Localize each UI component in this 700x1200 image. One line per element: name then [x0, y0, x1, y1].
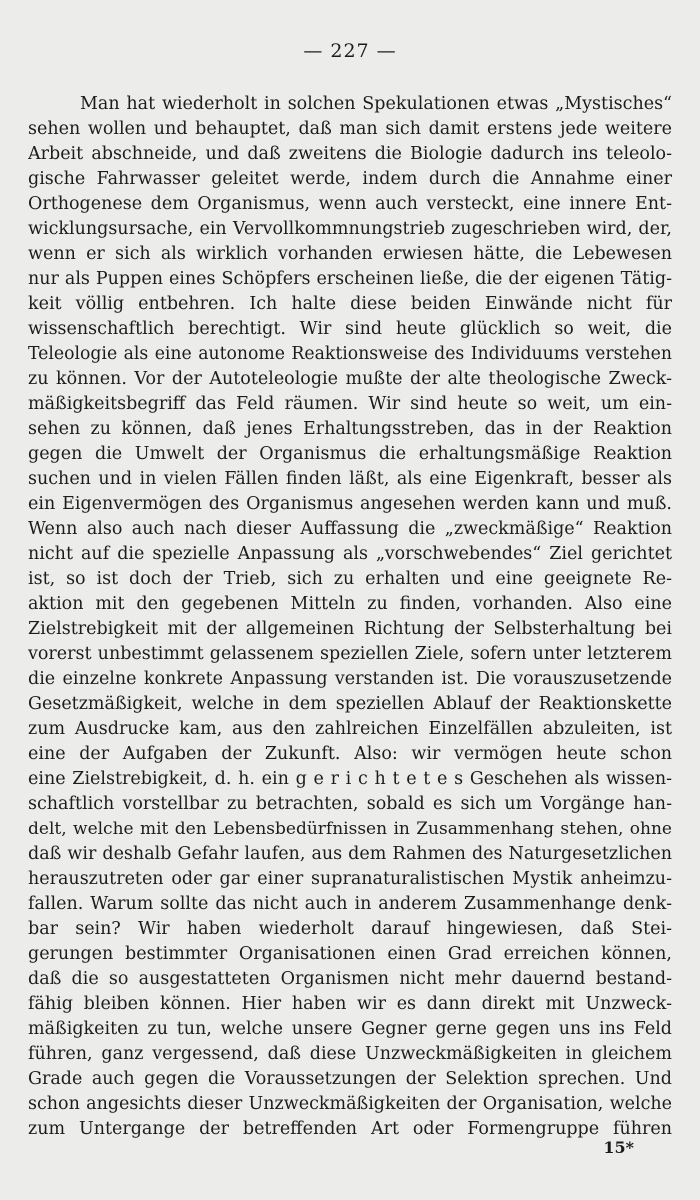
text-line: wicklungsursache, ein Vervollkommnungstrieb zugeschrieben wird, der, — [28, 219, 672, 239]
body-text — [28, 92, 672, 1142]
text-line: die einzelne konkrete Anpassung verstanden ist. Die vorauszusetzende — [28, 669, 672, 689]
text-line: führen, ganz vergessend, daß diese Unzweckmäßigkeiten in gleichem — [28, 1044, 672, 1064]
text-line: wenn er sich als wirklich vorhanden erwiesen hätte, die Lebewesen — [28, 244, 672, 264]
text-line: zum Ausdrucke kam, aus den zahlreichen Einzelfällen abzuleiten, ist — [28, 719, 672, 739]
text-line: sehen zu können, daß jenes Erhaltungsstreben, das in der Reaktion — [28, 419, 672, 439]
text-line: aktion mit den gegebenen Mitteln zu finden, vorhanden. Also eine — [28, 594, 672, 614]
text-line: ein Eigenvermögen des Organismus angesehen werden kann und muß. — [28, 494, 672, 514]
page-number: — 227 — — [303, 40, 397, 62]
text-line: zu können. Vor der Autoteleologie mußte der alte theologische Zweck- — [28, 369, 672, 389]
text-line: bar sein? Wir haben wiederholt darauf hingewiesen, daß Stei- — [28, 919, 672, 939]
text-line: keit völlig entbehren. Ich halte diese beiden Einwände nicht für — [28, 294, 672, 314]
text-line: schon angesichts dieser Unzweckmäßigkeiten der Organisation, welche — [28, 1094, 672, 1114]
text-line: nicht auf die spezielle Anpassung als „vorschwebendes“ Ziel gerichtet — [28, 544, 672, 564]
text-line: wissenschaftlich berechtigt. Wir sind heute glücklich so weit, die — [28, 319, 672, 339]
text-line: Zielstrebigkeit mit der allgemeinen Richtung der Selbsterhaltung bei — [28, 619, 672, 639]
text-line: ist, so ist doch der Trieb, sich zu erhalten und eine geeignete Re- — [28, 569, 672, 589]
text-line: Orthogenese dem Organismus, wenn auch versteckt, eine innere Ent- — [28, 194, 672, 214]
text-line: Gesetzmäßigkeit, welche in dem speziellen Ablauf der Reaktionskette — [28, 694, 672, 714]
text-line: suchen und in vielen Fällen finden läßt, als eine Eigenkraft, besser als — [28, 469, 672, 489]
text-line: fähig bleiben können. Hier haben wir es dann direkt mit Unzweck- — [28, 994, 672, 1014]
text-line: eine Zielstrebigkeit, d. h. ein g e r i c h t e t e s Geschehen als wissen- — [28, 769, 672, 789]
text-line: Man hat wiederholt in solchen Spekulationen etwas „Mystisches“ — [80, 94, 672, 114]
text-line: mäßigkeitsbegriff das Feld räumen. Wir sind heute so weit, um ein- — [28, 394, 672, 414]
text-line: nur als Puppen eines Schöpfers erscheinen ließe, die der eigenen Tätig- — [28, 269, 672, 289]
text-line: mäßigkeiten zu tun, welche unsere Gegner gerne gegen uns ins Feld — [28, 1019, 672, 1039]
text-line: delt, welche mit den Lebensbedürfnissen in Zusammenhang stehen, ohne — [28, 819, 672, 839]
text-line: Teleologie als eine autonome Reaktionsweise des Individuums verstehen — [28, 344, 672, 364]
text-line: sehen wollen und behauptet, daß man sich damit erstens jede weitere — [28, 119, 672, 139]
text-line: Grade auch gegen die Voraussetzungen der Selektion sprechen. Und — [28, 1069, 672, 1089]
text-line: Wenn also auch nach dieser Auffassung die „zweckmäßige“ Reaktion — [28, 519, 672, 539]
text-line: Arbeit abschneide, und daß zweitens die Biologie dadurch ins teleolo- — [28, 144, 672, 164]
text-line: vorerst unbestimmt gelassenem speziellen Ziele, sofern unter letzterem — [28, 644, 672, 664]
text-line: daß die so ausgestatteten Organismen nicht mehr dauernd bestand- — [28, 969, 672, 989]
text-line: fallen. Warum sollte das nicht auch in anderem Zusammenhange denk- — [28, 894, 672, 914]
text-line: zum Untergange der betreffenden Art oder Formengruppe führen — [28, 1119, 672, 1139]
text-line: gerungen bestimmter Organisationen einen Grad erreichen können, — [28, 944, 672, 964]
text-line: eine der Aufgaben der Zukunft. Also: wir vermögen heute schon — [28, 744, 672, 764]
text-line: herauszutreten oder gar einer supranaturalistischen Mystik anheimzu- — [28, 869, 672, 889]
printer-signature-mark: 15* — [603, 1138, 634, 1157]
text-line: schaftlich vorstellbar zu betrachten, sobald es sich um Vorgänge han- — [28, 794, 672, 814]
text-line: gische Fahrwasser geleitet werde, indem durch die Annahme einer — [28, 169, 672, 189]
text-line: daß wir deshalb Gefahr laufen, aus dem Rahmen des Naturgesetzlichen — [28, 844, 672, 864]
text-line: gegen die Umwelt der Organismus die erhaltungsmäßige Reaktion — [28, 444, 672, 464]
